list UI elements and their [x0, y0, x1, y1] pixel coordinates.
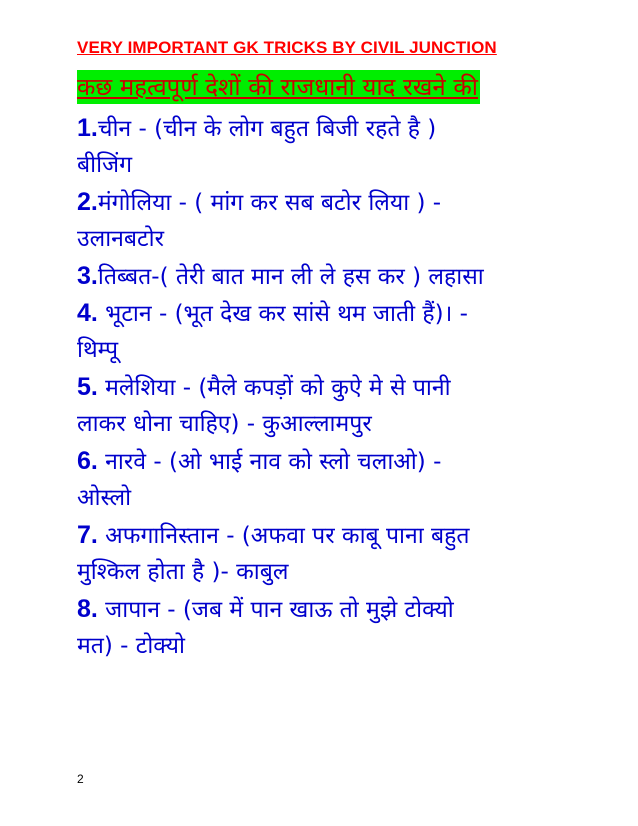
list-item: [77, 295, 567, 369]
capital-tricks-list: [77, 110, 567, 665]
item-text: अफगानिस्तान - (अफवा पर काबू पाना बहुत: [97, 523, 470, 549]
document-title: VERY IMPORTANT GK TRICKS BY CIVIL JUNCTION: [77, 38, 497, 57]
list-item: [77, 184, 567, 258]
item-number: 8.: [77, 595, 98, 623]
page-number: 2: [77, 772, 84, 786]
item-continuation-line: लाकर धोना चाहिए) - कुआल्लामपुर: [77, 411, 372, 437]
item-number: 5.: [77, 373, 98, 401]
item-continuation-line: मत) - टोक्यो: [77, 633, 185, 659]
item-first-line: [77, 258, 567, 295]
item-number: 7.: [77, 521, 98, 549]
item-number: 2.: [77, 188, 98, 216]
list-item: [77, 369, 567, 443]
item-first-line: [77, 443, 567, 480]
list-item: [77, 591, 567, 665]
item-continuation-line: बीजिंग: [77, 152, 133, 178]
item-text: मलेशिया - (मैले कपड़ों को कुऐ मे से पानी: [97, 375, 451, 401]
item-text: मंगोलिया - ( मांग कर सब बटोर लिया ) -: [97, 190, 442, 216]
item-first-line: [77, 110, 567, 147]
item-first-line: [77, 184, 567, 221]
item-number: 4.: [77, 299, 98, 327]
item-continuation-line: थिम्पू: [77, 337, 119, 363]
item-first-line: [77, 517, 567, 554]
item-first-line: [77, 295, 567, 332]
item-text: नारवे - (ओ भाई नाव को स्लो चलाओ) -: [97, 449, 442, 475]
item-continuation-line: ओस्लो: [77, 485, 132, 511]
item-continuation-line: उलानबटोर: [77, 226, 165, 252]
item-number: 3.: [77, 262, 98, 290]
list-item: [77, 258, 567, 295]
list-item: [77, 110, 567, 184]
item-text: तिब्बत-( तेरी बात मान ली ले हस कर ) लहासा: [97, 264, 484, 290]
highlighted-subtitle: कछ महत्वपूर्ण देशों की राजधानी याद रखने की: [77, 70, 480, 104]
item-text: जापान - (जब में पान खाऊ तो मुझे टोक्यो: [97, 597, 454, 623]
item-number: 6.: [77, 447, 98, 475]
item-text: चीन - (चीन के लोग बहुत बिजी रहते है ): [97, 116, 437, 142]
item-first-line: [77, 591, 567, 628]
item-number: 1.: [77, 114, 98, 142]
item-continuation-line: मुश्किल होता है )- काबुल: [77, 559, 289, 585]
list-item: [77, 443, 567, 517]
list-item: [77, 517, 567, 591]
item-first-line: [77, 369, 567, 406]
item-text: भूटान - (भूत देख कर सांसे थम जाती हैं)। -: [97, 301, 468, 327]
